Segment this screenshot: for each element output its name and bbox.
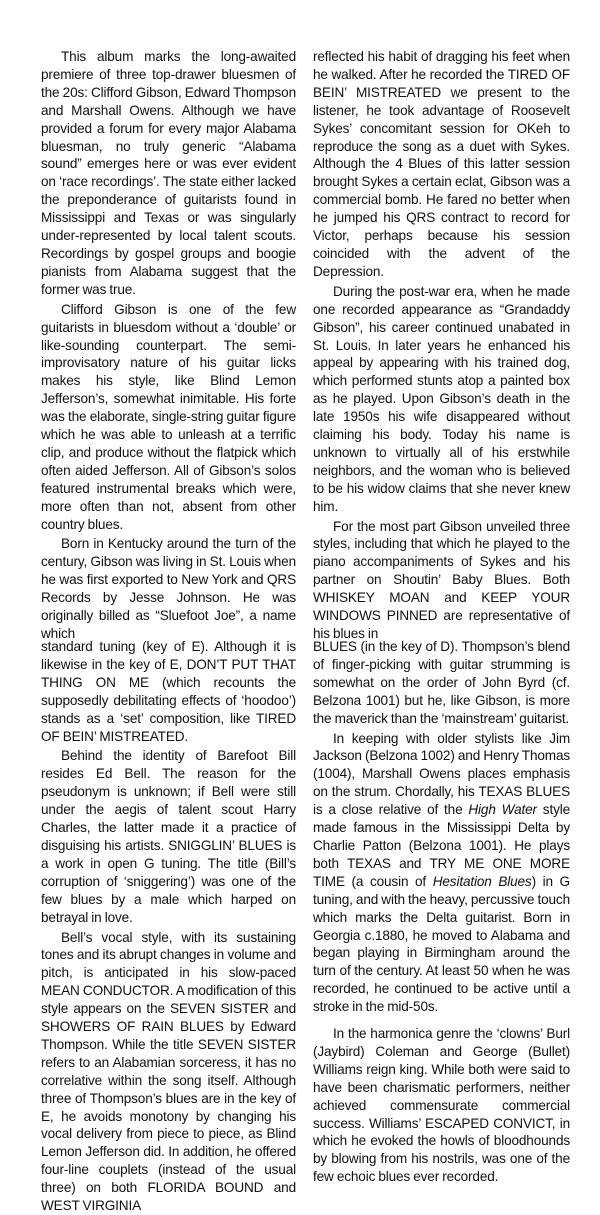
- paragraph-gibson-birth: Born in Kentucky around the turn of the century, Gibson was living in St. Louis when he was first exported to New York and QRS Records by Jesse Johnson. He was originally billed as “Sluefoot Joe”, a name which: [41, 535, 296, 642]
- paragraph-post-war: During the post-war era, when he made one recorded appearance as “Grandaddy Gibson”, his career continued unabated in St. Louis. In later years he enhanced his appeal by appearing with his trained dog, which performed stunts atop a painted box as he played. Upon Gibson’s death in the late 1950s his wife disappeared without claiming his body. Today his name is unknown to virtually all of his erstwhile neighbors, and the woman who is believed to be his widow claims that she never knew him.: [313, 283, 570, 516]
- text-run: style made famous in the Mississippi Delta by Charlie Patton (Belzona 1001). He plays both TEXAS and TRY ME ONE MORE TIME (a cousin of: [313, 802, 570, 889]
- top-right-column: [313, 48, 570, 643]
- paragraph-continuation: standard tuning (key of E). Although it is likewise in the key of E, DON’T PUT THAT THING ON ME (which recounts the supposedly debilitating effects of ‘hoodoo’) stands as a ‘set’ composition, like TIRED OF BEIN’ MISTREATED.: [41, 638, 296, 745]
- paragraph-gibson-styles: For the most part Gibson unveiled three styles, including that which he played to the piano accompaniments of Sykes and his partner on Shoutin’ Baby Blues. Both WHISKEY MOAN and KEEP YOUR WINDOWS PINNED are representative of his blues in: [313, 518, 570, 643]
- top-page: [0, 0, 600, 600]
- paragraph-continuation: BLUES (in the key of D). Thompson’s blend of finger-picking with guitar strumming is somewhat on the order of John Byrd (cf. Belzona 1001) but he, like Gibson, is more the maverick than the ‘mainstream’ guitarist.: [313, 638, 570, 728]
- bottom-left-column: [41, 638, 296, 1215]
- paragraph-clifford-gibson: Clifford Gibson is one of the few guitarists in bluesdom without a ‘double’ or like-sounding counterpart. The semi-improvisatory nature of his guitar licks makes his style, like Blind Lemon Jefferson’s, somewhat inimitable. His forte was the elaborate, single-string guitar figure which he was able to unleash at a terrific clip, and produce without the flatpick which often aided Jefferson. All of Gibson’s solos featured instrumental breaks which were, more often than not, absent from other country blues.: [41, 301, 296, 534]
- text-run: In keeping with older stylists like Jim Jackson (Belzona 1002) and Henry Thomas (1004), Marshall Owens places emphasis on the strum. Chordally, his TEXAS BLUES is a close relative of the: [313, 731, 570, 818]
- paragraph-harmonica: In the harmonica genre the ‘clowns’ Burl (Jaybird) Coleman and George (Bullet) Williams reign king. While both were said to have been charismatic performers, neither achieved commensurate commercial success. Williams’ ESCAPED CONVICT, in which he evoked the howls of bloodhounds by blowing from his nostrils, was one of the few echoic blues ever recorded.: [313, 1025, 570, 1186]
- bottom-page: [0, 600, 600, 1200]
- text-run: ) in G tuning, and with the heavy, percussive touch which marks the Delta guitarist. Born in Georgia c.1880, he moved to Alabama and began playing in Birmingham around the turn of the century. At least 50 when he was recorded, he continued to be active until a stroke in the mid-50s.: [313, 874, 570, 1014]
- italic-title: Hesitation Blues: [433, 874, 532, 889]
- paragraph-bell-vocal-style: Bell’s vocal style, with its sustaining tones and its abrupt changes in volume and pitch, is anticipated in his slow-paced MEAN CONDUCTOR. A modification of this style appears on the SEVEN SISTER and SHOWERS OF RAIN BLUES by Edward Thompson. While the title SEVEN SISTER refers to an Alabamian sorceress, it has no correlative within the song itself. Although three of Thompson’s blues are in the key of E, he avoids monotony by changing his vocal delivery from piece to piece, as Blind Lemon Jefferson did. In addition, he offered four-line couplets (instead of the usual three) on both FLORIDA BOUND and WEST VIRGINIA: [41, 929, 296, 1215]
- bottom-right-column: [313, 638, 570, 1186]
- italic-title: High Water: [468, 802, 537, 817]
- paragraph-album-intro: This album marks the long-awaited premiere of three top-drawer bluesmen of the 20s: Clifford Gibson, Edward Thompson and Marshall Owens. Although we have provided a forum for every major Alabama bluesman, no truly generic “Alabama sound” emerges here or was ever evident on ‘race recordings’. The state either lacked the preponderance of guitarists found in Mississippi and Texas or was singularly under-represented by local talent scouts. Recordings by gospel groups and boogie pianists from Alabama suggest that the former was true.: [41, 48, 296, 299]
- paragraph-barefoot-bill: Behind the identity of Barefoot Bill resides Ed Bell. The reason for the pseudonym is unknown; if Bell were still under the aegis of talent scout Harry Charles, the latter made it a practice of disguising his artists. SNIGGLIN’ BLUES is a work in open G tuning. The title (Bill’s corruption of ‘sniggering’) was one of the few blues by a male which harped on betrayal in love.: [41, 747, 296, 926]
- paragraph-continuation: reflected his habit of dragging his feet when he walked. After he recorded the TIRED OF BEIN’ MISTREATED we present to the listener, he took advantage of Roosevelt Sykes’ concomitant session for OKeh to reproduce the song as a duet with Sykes. Although the 4 Blues of this latter session brought Sykes a certain eclat, Gibson was a commercial bomb. He fared no better when he jumped his QRS contract to record for Victor, perhaps because his session coincided with the advent of the Depression.: [313, 48, 570, 281]
- top-left-column: [41, 48, 296, 643]
- paragraph-marshall-owens: [313, 730, 570, 1017]
